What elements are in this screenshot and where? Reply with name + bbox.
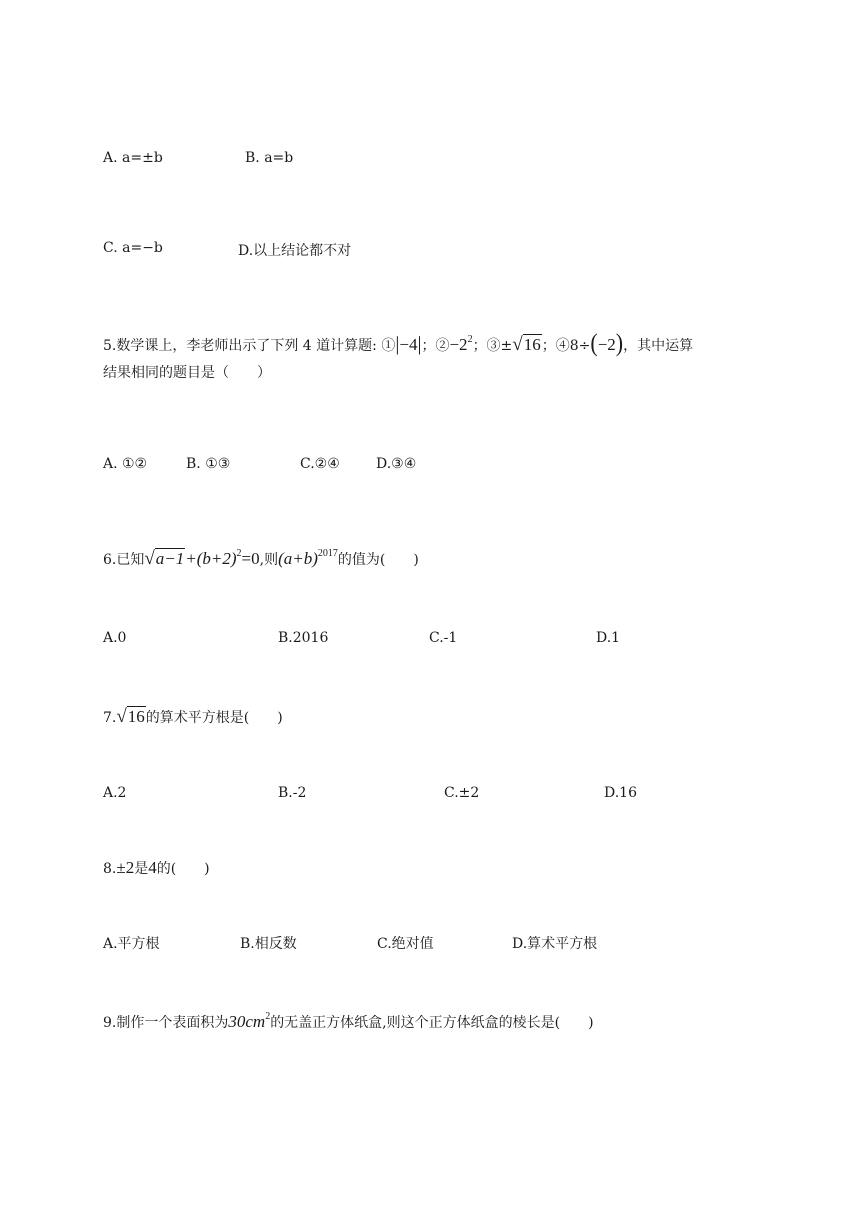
q6-mid: ,则: [259, 552, 279, 568]
q5-option-b: B. ①③: [186, 456, 231, 472]
q7-prefix: 7.: [103, 710, 117, 726]
q5-div-arg: −2: [597, 335, 616, 354]
q9-stem: 9.制作一个表面积为$30cm^2$的无盖正方体纸盒,则这个正方体纸盒的棱长是( ): [103, 1011, 594, 1031]
q5-stem-line1: 5.数学课上，李老师出示了下列 4 道计算题: ①|−4|；$②-2^2$；③±√16；④8÷(−2)，其中运算: [103, 328, 694, 357]
q7-option-b: B.-2: [278, 785, 307, 801]
q5-prefix: 5.数学课上，李老师出示了下列 4 道计算题: ①: [103, 338, 396, 354]
q5-sqrt: √16: [512, 334, 541, 355]
q5-option-d: D.③④: [376, 456, 417, 472]
q4-option-b: B. a=b: [245, 150, 294, 166]
q5-sep1: ；②: [421, 338, 450, 354]
q6-prefix: 6.已知: [103, 552, 145, 568]
q5-option-c: C.②④: [300, 456, 340, 472]
q5-option-a: A. ①②: [103, 456, 148, 472]
q4-option-c: C. a=−b: [103, 240, 163, 256]
q8-option-b: B.相反数: [240, 936, 297, 952]
q6-option-c: C.-1: [429, 630, 458, 646]
q6-sqrt: √a−1: [144, 548, 185, 569]
q7-option-a: A.2: [103, 785, 127, 801]
q6-eq: =0: [241, 549, 260, 568]
q6-exp: 2017: [317, 548, 338, 559]
q5-suffix: ，其中运算: [623, 338, 694, 354]
q8-four: 4: [148, 858, 157, 877]
q6-term2-exp: 2: [236, 548, 242, 559]
q6-option-b: B.2016: [278, 630, 329, 646]
q8-option-d: D.算术平方根: [512, 936, 598, 952]
q6-option-a: A.0: [103, 630, 127, 646]
q5-stem-line2: 结果相同的题目是（ ）: [103, 365, 271, 381]
q4-option-a: A. a=±b: [103, 150, 163, 166]
q9-value: 30cm: [228, 1012, 266, 1031]
q6-suffix: 的值为( ): [337, 552, 419, 568]
q7-sqrt: √16: [116, 706, 145, 727]
q6-term2: +(b+2): [185, 549, 237, 568]
q9-exp: 2: [265, 1011, 271, 1022]
q8-option-c: C.绝对值: [377, 936, 434, 952]
q5-neg-pow-exp: 2: [467, 334, 473, 345]
q7-option-c: C.±2: [444, 785, 480, 801]
q8-pm2: ±2: [116, 858, 135, 877]
q6-option-d: D.1: [596, 630, 621, 646]
q5-sep3: ；④8÷: [541, 338, 591, 354]
q8-stem: 8.±2是4的( ): [103, 858, 210, 877]
q8-option-a: A.平方根: [103, 936, 160, 952]
q4-option-d: D.以上结论都不对: [238, 243, 352, 259]
q5-abs-value: −4: [399, 335, 418, 354]
q7-suffix: 的算术平方根是( ): [145, 710, 283, 726]
q6-stem: [103, 548, 419, 570]
q6-base: (a+b): [278, 549, 318, 568]
q5-neg-pow-base: −2: [449, 335, 468, 354]
q5-sep2: ；③±: [472, 338, 513, 354]
q7-option-d: D.16: [604, 785, 637, 801]
q7-stem: [103, 706, 283, 728]
